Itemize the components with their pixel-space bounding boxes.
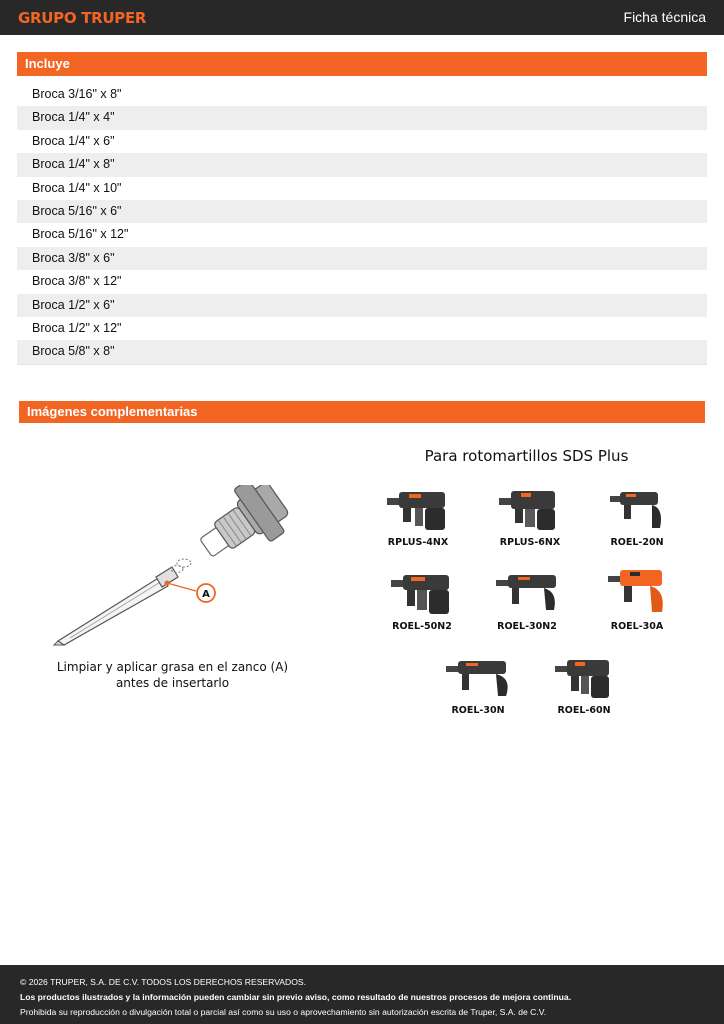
tool-rplus-4nx — [373, 488, 463, 548]
rotary-hammer-icon — [551, 658, 617, 700]
rotary-hammer-icon — [604, 568, 670, 616]
tool-roel-20n — [592, 488, 682, 548]
list-item: Broca 3/8" x 6" — [17, 247, 707, 270]
rotary-hammer-icon — [385, 488, 451, 532]
tool-roel-50n2 — [377, 572, 467, 632]
tool-model-label: ROEL-30A — [610, 621, 664, 632]
list-item: Broca 3/16" x 8" — [32, 87, 122, 101]
document-type-label: Ficha técnica — [623, 9, 706, 25]
left-image-caption — [40, 659, 305, 691]
list-item: Broca 1/4" x 10" — [32, 180, 122, 195]
list-item: Broca 1/2" x 6" — [17, 294, 707, 317]
legal-notice-text: Prohibida su reproducción o divulgación total o parcial así como su uso o aprovechamiento sin autorización escrita de Truper, S.A. de C.V. — [20, 1007, 547, 1017]
caption-line-1: Limpiar y aplicar grasa en el zanco (A) — [56, 660, 289, 674]
rotary-hammer-icon — [438, 658, 518, 700]
list-item: Broca 1/4" x 4" — [17, 106, 707, 129]
incluye-section-header: Incluye — [17, 52, 707, 76]
tool-model-label: ROEL-30N — [451, 705, 505, 716]
tool-roel-30n — [433, 658, 523, 716]
tool-model-label: ROEL-50N2 — [392, 621, 452, 632]
grupo-truper-logo: GRUPO TRUPER — [18, 9, 147, 27]
list-item: Broca 3/8" x 12" — [32, 274, 122, 289]
change-notice-text: Los productos ilustrados y la información pueden cambiar sin previo aviso, como resultado de nuestros procesos de mejora continua. — [20, 992, 572, 1002]
tool-model-label: ROEL-20N — [610, 537, 664, 548]
compatible-tools-title: Para rotomartillos SDS Plus — [424, 447, 629, 465]
tool-model-label: ROEL-30N2 — [497, 621, 557, 632]
rotary-hammer-icon — [494, 572, 560, 616]
tool-roel-60n — [539, 658, 629, 716]
grease-marker-label: A — [202, 589, 210, 600]
tool-model-label: ROEL-60N — [557, 705, 611, 716]
tool-model-label: RPLUS-4NX — [387, 537, 449, 548]
chisel-insertion-illustration — [50, 485, 310, 650]
footer-bar — [0, 965, 724, 1024]
rotary-hammer-icon — [604, 488, 670, 532]
top-header-bar — [0, 0, 724, 35]
tool-rplus-6nx — [485, 488, 575, 548]
included-items-list — [17, 83, 707, 365]
list-item: Broca 5/8" x 8" — [17, 340, 707, 363]
tool-roel-30n2 — [482, 572, 572, 632]
complementary-images-section-header: Imágenes complementarias — [19, 401, 705, 423]
rotary-hammer-icon — [389, 572, 455, 616]
list-item: Broca 1/4" x 8" — [17, 153, 707, 176]
tool-model-label: RPLUS-6NX — [499, 537, 561, 548]
list-item: Broca 5/16" x 12" — [32, 227, 129, 242]
list-item: Broca 1/2" x 12" — [32, 320, 122, 335]
tool-roel-30a — [592, 568, 682, 632]
copyright-text: © 2026 TRUPER, S.A. DE C.V. TODOS LOS DERECHOS RESERVADOS. — [20, 977, 307, 987]
list-item: Broca 5/16" x 6" — [17, 200, 707, 223]
rotary-hammer-icon — [497, 488, 563, 532]
caption-line-2: antes de insertarlo — [115, 676, 230, 690]
list-item: Broca 1/4" x 6" — [32, 133, 115, 148]
